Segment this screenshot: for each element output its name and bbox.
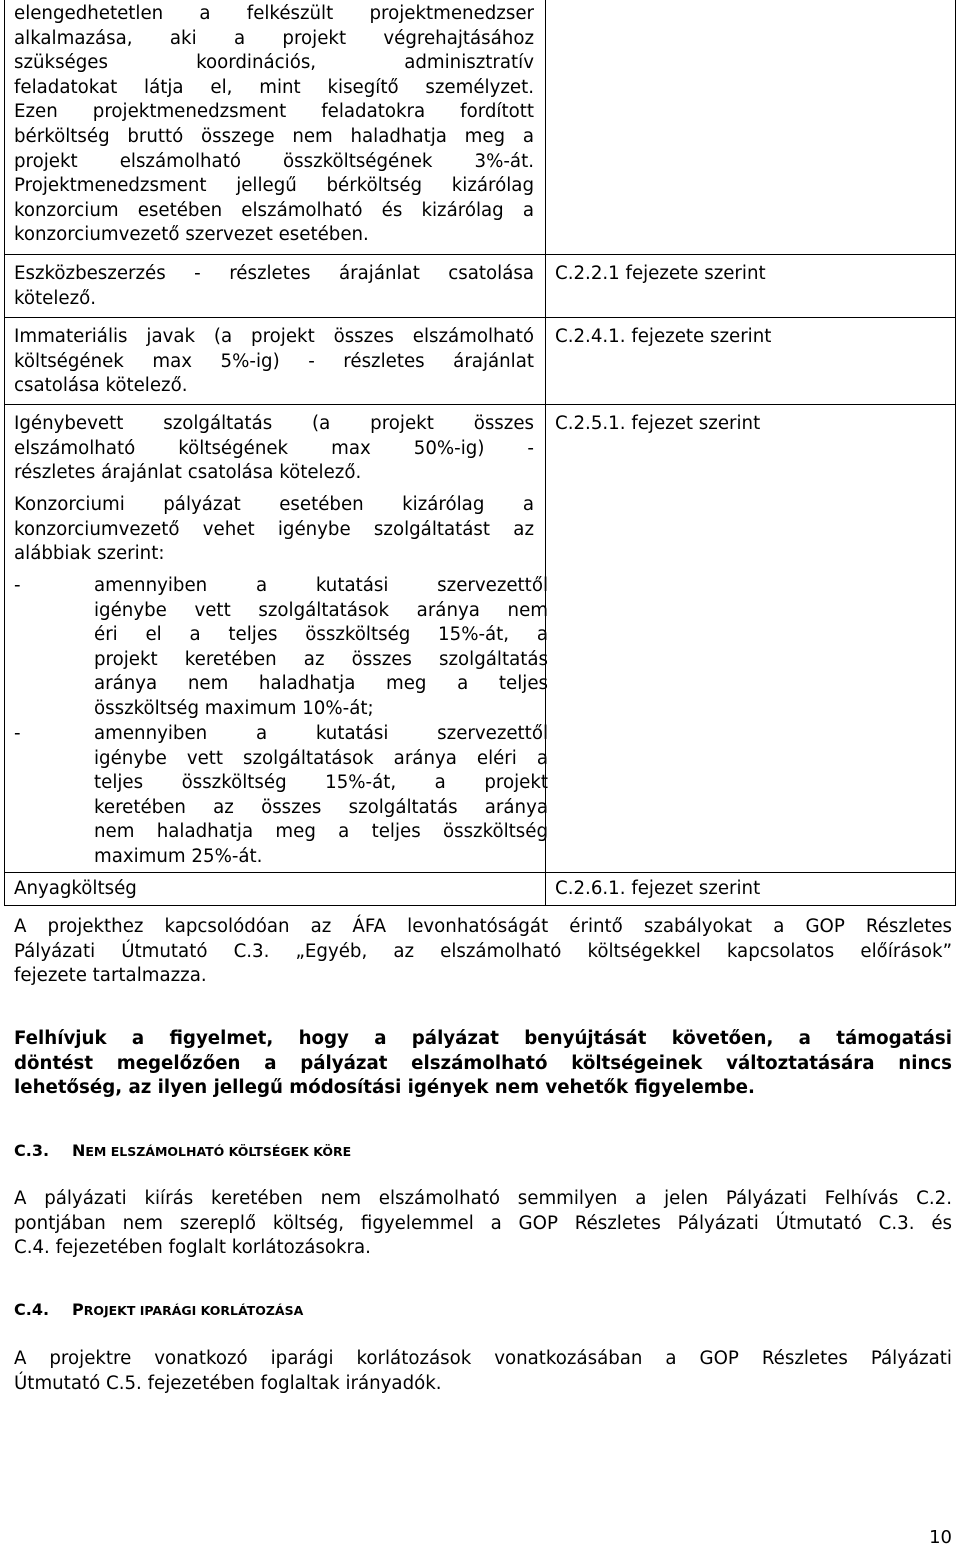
table-row-eszkozbeszerzes xyxy=(14,262,534,311)
text-line: Eszközbeszerzés - részletes árajánlat csatolása xyxy=(14,263,534,284)
text-line: konzorcium esetében elszámolható és kizárólag a xyxy=(14,199,534,221)
immaterialis-reference: C.2.4.1. fejezete szerint xyxy=(555,326,772,347)
text-line: pontjában nem szereplő költség, figyelemmel a GOP Részletes Pályázati Útmutató C.3. és xyxy=(14,1212,952,1234)
section-number: C.4. xyxy=(14,1300,50,1319)
text-line: döntést megelőzően a pályázat elszámolható költségeinek változtatására nincs xyxy=(14,1052,952,1074)
text-line: feladatokat látja el, mint kisegítő személyzet. xyxy=(14,76,534,98)
bullet-dash: - xyxy=(14,575,21,596)
section-number: C.3. xyxy=(14,1141,50,1160)
section-title-initial: P xyxy=(72,1300,84,1319)
text-line: amennyiben a kutatási szervezettől xyxy=(94,575,548,596)
anyagkoltseg-label: Anyagköltség xyxy=(14,878,137,899)
section-title: EM ELSZÁMOLHATÓ KÖLTSÉGEK KÖRE xyxy=(85,1144,352,1159)
text-line: elengedhetetlen a felkészült projektmenedzser xyxy=(14,3,534,24)
konzorciumi-text xyxy=(14,493,534,567)
section-title-initial: N xyxy=(72,1141,86,1160)
text-line: Konzorciumi pályázat esetében kizárólag a xyxy=(14,494,534,515)
text-line: csatolása kötelező. xyxy=(14,375,188,397)
text-line: kötelező. xyxy=(14,287,97,309)
text-line: bérköltség bruttó összege nem haladhatja meg a xyxy=(14,125,534,147)
notice-paragraph xyxy=(14,1027,952,1101)
text-line: keretében az összes szolgáltatás aránya xyxy=(94,796,548,818)
table-row-immaterialis xyxy=(14,325,534,399)
text-line: C.4. fejezetében foglalt korlátozásokra. xyxy=(14,1237,371,1259)
page-number: 10 xyxy=(929,1527,952,1548)
text-line: fejezete tartalmazza. xyxy=(14,965,207,987)
text-line: A pályázati kiírás keretében nem elszámolható semmilyen a jelen Pályázati Felhívás C.2. xyxy=(14,1188,952,1209)
table-row-projektmenedzsment xyxy=(14,2,534,248)
section-c3-paragraph xyxy=(14,1187,952,1261)
text-line: projekt elszámolható összköltségének 3%-át. xyxy=(14,150,534,172)
text-line: Immateriális javak (a projekt összes elszámolható xyxy=(14,326,534,347)
text-line: teljes összköltség 15%-át, a projekt xyxy=(94,772,548,794)
section-heading-c4 xyxy=(14,1299,303,1322)
text-line: aránya nem haladhatja meg a teljes xyxy=(94,673,548,695)
text-line: igénybe vett szolgáltatások aránya nem xyxy=(94,599,548,621)
text-line: elszámolható költségének max 50%-ig) - xyxy=(14,437,534,459)
text-line: szükséges koordinációs, adminisztratív xyxy=(14,52,534,74)
text-line: költségének max 5%-ig) - részletes árajánlat xyxy=(14,350,534,372)
text-line: alkalmazása, aki a projekt végrehajtásához xyxy=(14,27,534,49)
text-line: nem haladhatja meg a teljes összköltség xyxy=(94,821,548,843)
table-row-divider xyxy=(4,317,956,318)
text-line: A projekthez kapcsolódóan az ÁFA levonhatóságát érintő szabályokat a GOP Részletes xyxy=(14,916,952,937)
list-item xyxy=(14,722,548,870)
table-row-divider xyxy=(4,404,956,405)
table-border-bottom xyxy=(4,905,956,906)
text-line: Útmutató C.5. fejezetében foglaltak irányadók. xyxy=(14,1372,442,1394)
text-line: éri el a teljes összköltség 15%-át, a xyxy=(94,624,548,646)
text-line: projekt keretében az összes szolgáltatás xyxy=(94,648,548,670)
text-line: Pályázati Útmutató C.3. „Egyéb, az elszámolható költségekkel kapcsolatos előírások” xyxy=(14,940,952,962)
section-c4-paragraph xyxy=(14,1347,952,1396)
text-line: konzorciumvezető vehet igénybe szolgáltatást az xyxy=(14,518,534,540)
list-item xyxy=(14,574,548,722)
text-line: részletes árajánlat csatolása kötelező. xyxy=(14,462,362,484)
text-line: Projektmenedzsment jellegű bérköltség kizárólag xyxy=(14,175,534,197)
text-line: Ezen projektmenedzsment feladatokra fordított xyxy=(14,101,534,123)
text-line: amennyiben a kutatási szervezettől xyxy=(94,723,548,744)
text-line: igénybe vett szolgáltatások aránya eléri a xyxy=(94,747,548,769)
table-row-divider xyxy=(4,254,956,255)
text-line: Igénybevett szolgáltatás (a projekt összes xyxy=(14,413,534,434)
table-border-right xyxy=(955,0,956,905)
text-line: maximum 25%-át. xyxy=(94,845,263,867)
anyagkoltseg-reference: C.2.6.1. fejezet szerint xyxy=(555,878,761,899)
table-row-szolgaltatas xyxy=(14,412,534,486)
table-row-divider xyxy=(4,872,956,873)
text-line: konzorciumvezető szervezet esetében. xyxy=(14,224,369,246)
text-line: Felhívjuk a figyelmet, hogy a pályázat benyújtását követően, a támogatási xyxy=(14,1028,952,1049)
text-line: összköltség maximum 10%-át; xyxy=(94,697,374,719)
table-border-left xyxy=(4,0,5,905)
section-heading-c3 xyxy=(14,1140,351,1163)
section-title: ROJEKT IPARÁGI KORLÁTOZÁSA xyxy=(83,1303,304,1318)
szolgaltatas-reference: C.2.5.1. fejezet szerint xyxy=(555,413,761,434)
text-line: alábbiak szerint: xyxy=(14,543,165,565)
afa-paragraph xyxy=(14,915,952,989)
bullet-dash: - xyxy=(14,723,21,744)
text-line: lehetőség, az ilyen jellegű módosítási igények nem vehetők figyelembe. xyxy=(14,1077,755,1099)
text-line: A projektre vonatkozó iparági korlátozások vonatkozásában a GOP Részletes Pályázati xyxy=(14,1348,952,1369)
eszkoz-reference: C.2.2.1 fejezete szerint xyxy=(555,263,766,284)
